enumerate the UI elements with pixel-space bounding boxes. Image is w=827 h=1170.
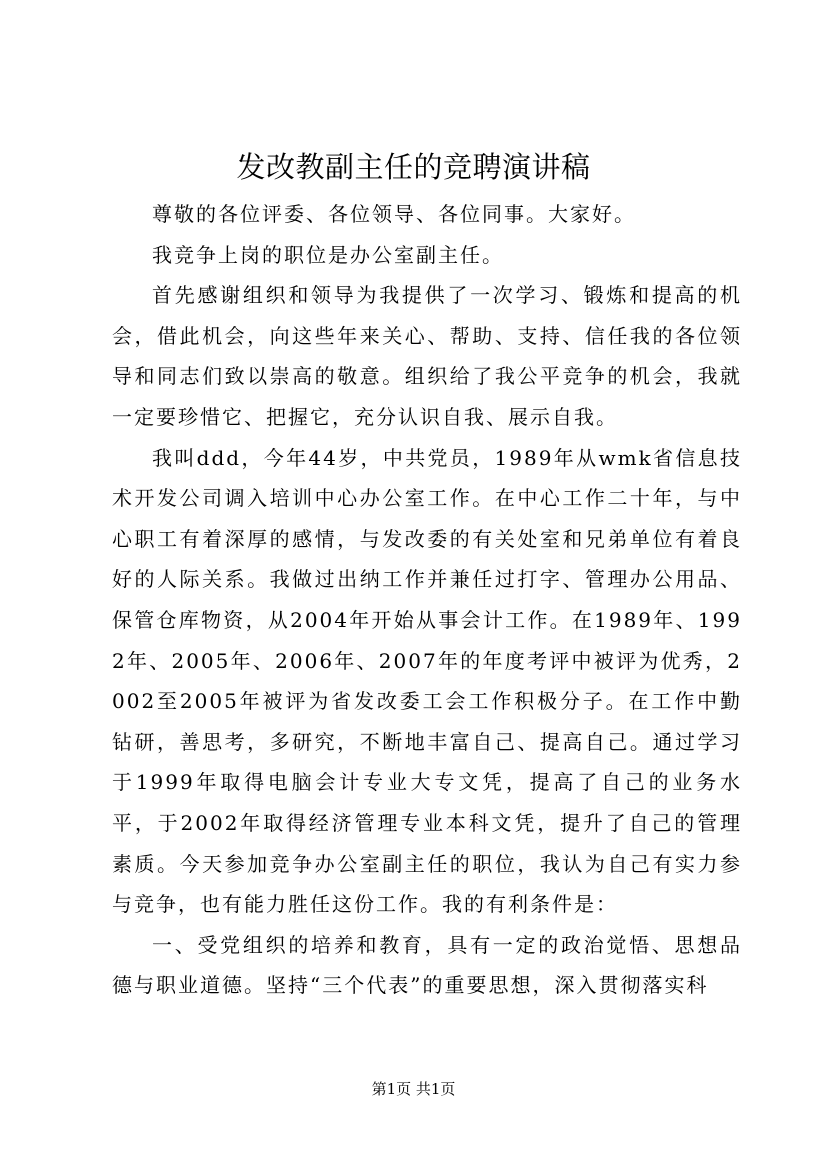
paragraph-introduction: 我叫ddd，今年44岁，中共党员，1989年从wmk省信息技术开发公司调入培训中心办公室工作。在中心工作二十年，与中心职工有着深厚的感情，与发改委的有关处室和兄弟单位有着良好的人际关系。我做过出纳工作并兼任过打字、管理办公用品、保管仓库物资，从2004年开始从事会计工作。在1989年、1992年、2005年、2006年、2007年的年度考评中被评为优秀，2002至2005年被评为省发改委工会工作积极分子。在工作中勤钻研，善思考，多研究，不断地丰富自己、提高自己。通过学习于1999年取得电脑会计专业大专文凭，提高了自己的业务水平，于2002年取得经济管理专业本科文凭，提升了自己的管理素质。今天参加竞争办公室副主任的职位，我认为自己有实力参与竞争，也有能力胜任这份工作。我的有利条件是： [112, 445, 742, 917]
document-body [112, 194, 742, 1006]
paragraph-position: 我竞争上岗的职位是办公室副主任。 [152, 242, 504, 267]
paragraph-condition-one: 一、受党组织的培养和教育，具有一定的政治觉悟、思想品德与职业道德。坚持“三个代表”的重要思想，深入贯彻落实科 [112, 932, 742, 998]
paragraph-thanks: 首先感谢组织和领导为我提供了一次学习、锻炼和提高的机会，借此机会，向这些年来关心、帮助、支持、信任我的各位领导和同志们致以崇高的敬意。组织给了我公平竞争的机会，我就一定要珍惜它、把握它，充分认识自我、展示自我。 [112, 283, 742, 429]
document-title: 发改教副主任的竞聘演讲稿 [236, 150, 591, 184]
paragraph-greeting: 尊敬的各位评委、各位领导、各位同事。大家好。 [152, 202, 636, 226]
page-number-footer: 第1页 共1页 [371, 1080, 456, 1098]
